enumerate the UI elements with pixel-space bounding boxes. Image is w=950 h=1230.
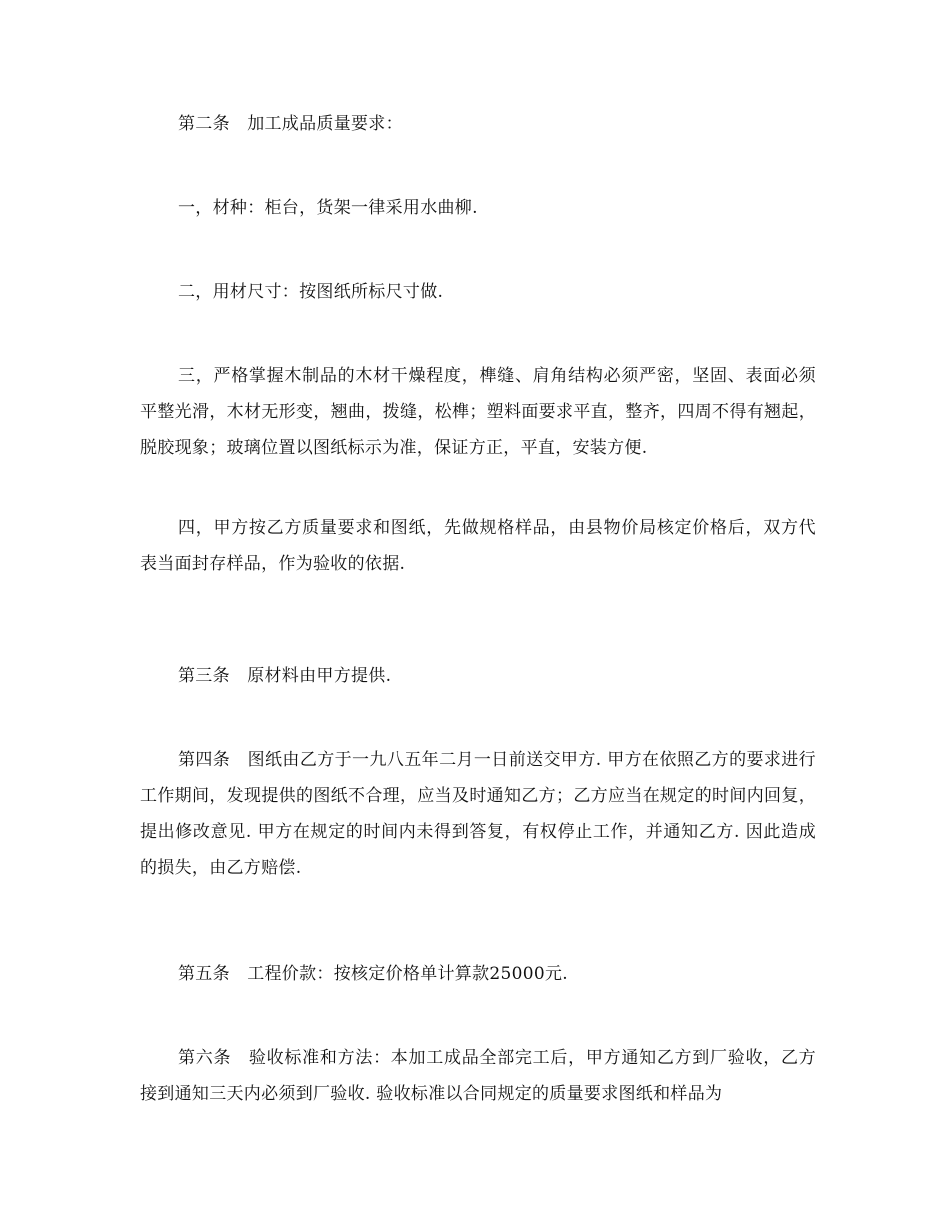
item-3-workmanship: 三，严格掌握木制品的木材干燥程度，榫缝、肩角结构必须严密，坚固、表面必须平整光滑，木材无形变，翘曲，拨缝，松榫；塑料面要求平直，整齐，四周不得有翘起，脱胶现象；玻璃位置以图纸标示为准，保证方正，平直，安装方便. xyxy=(140,366,816,458)
article-5-price: 第五条 工程价款：按核定价格单计算款25000元. xyxy=(178,964,568,984)
article-2-heading: 第二条 加工成品质量要求： xyxy=(178,114,403,134)
article-4-drawings: 第四条 图纸由乙方于一九八五年二月一日前送交甲方. 甲方在依照乙方的要求进行工作期间，发现提供的图纸不合理，应当及时通知乙方；乙方应当在规定的时间内回复，提出修改意见. 甲方在规定的时间内未得到答复，有权停止工作，并通知乙方. 因此造成的损失，由乙方赔偿. xyxy=(140,750,816,878)
item-2-dimensions: 二，用材尺寸：按图纸所标尺寸做. xyxy=(178,282,444,302)
item-1-material: 一，材种：柜台，货架一律采用水曲柳. xyxy=(178,198,478,218)
article-3-materials: 第三条 原材料由甲方提供. xyxy=(178,666,392,686)
item-4-samples: 四，甲方按乙方质量要求和图纸，先做规格样品，由县物价局核定价格后，双方代表当面封存样品，作为验收的依据. xyxy=(140,518,816,574)
article-6-acceptance: 第六条 验收标准和方法：本加工成品全部完工后，甲方通知乙方到厂验收，乙方接到通知三天内必须到厂验收. 验收标准以合同规定的质量要求图纸和样品为 xyxy=(140,1048,816,1104)
